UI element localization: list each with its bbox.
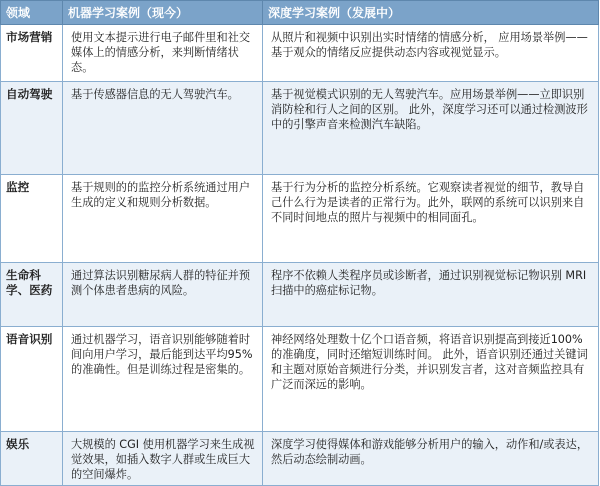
ml-cell: 基于传感器信息的无人驾驶汽车。 <box>63 82 263 175</box>
ml-cell: 通过算法识别糖尿病人群的特征并预测个体患者患病的风险。 <box>63 263 263 327</box>
header-field: 领域 <box>1 1 63 25</box>
header-row <box>1 1 599 25</box>
table-row <box>1 327 599 432</box>
ml-cell: 大规模的 CGI 使用机器学习来生成视觉效果，如插入数字人群或生成巨大的空间爆炸。 <box>63 432 263 486</box>
table-row <box>1 175 599 263</box>
field-cell: 语音识别 <box>1 327 63 432</box>
table-row <box>1 432 599 486</box>
field-cell: 娱乐 <box>1 432 63 486</box>
table-row <box>1 25 599 82</box>
table-row <box>1 263 599 327</box>
dl-cell: 程序不依赖人类程序员或诊断者，通过识别视觉标记物识别 MRI 扫描中的癌症标记物。 <box>263 263 599 327</box>
ml-cell: 使用文本提示进行电子邮件里和社交媒体上的情感分析，来判断情绪状态。 <box>63 25 263 82</box>
dl-cell: 从照片和视频中识别出实时情绪的情感分析， 应用场景举例——基于观众的情绪反应提供动态内容或视觉显示。 <box>263 25 599 82</box>
header-deep-learning: 深度学习案例（发展中） <box>263 1 599 25</box>
dl-cell: 基于视觉模式识别的无人驾驶汽车。应用场景举例——立即识别消防栓和行人之间的区别。 此外，深度学习还可以通过检测波形中的引擎声音来检测汽车缺陷。 <box>263 82 599 175</box>
dl-cell: 基于行为分析的监控分析系统。它观察读者视觉的细节，教导自己什么行为是读者的正常行为。此外，联网的系统可以识别来自不同时间地点的照片与视频中的相同面孔。 <box>263 175 599 263</box>
field-cell: 市场营销 <box>1 25 63 82</box>
field-cell: 监控 <box>1 175 63 263</box>
dl-cell: 深度学习使得媒体和游戏能够分析用户的输入，动作和/或表达，然后动态绘制动画。 <box>263 432 599 486</box>
ml-cell: 通过机器学习，语音识别能够随着时间向用户学习，最后能到达平均95%的准确性。但是训练过程是密集的。 <box>63 327 263 432</box>
header-machine-learning: 机器学习案例（现今） <box>63 1 263 25</box>
field-cell: 自动驾驶 <box>1 82 63 175</box>
field-cell: 生命科学、医药 <box>1 263 63 327</box>
ml-cell: 基于规则的的监控分析系统通过用户生成的定义和规则分析数据。 <box>63 175 263 263</box>
table-row <box>1 82 599 175</box>
dl-cell: 神经网络处理数十亿个口语音频，将语音识别提高到接近100%的准确度，同时还缩短训练时间。 此外，语音识别还通过关键词和主题对原始音频进行分类，并识别发言者，这对音频监控具有广泛而深远的影响。 <box>263 327 599 432</box>
